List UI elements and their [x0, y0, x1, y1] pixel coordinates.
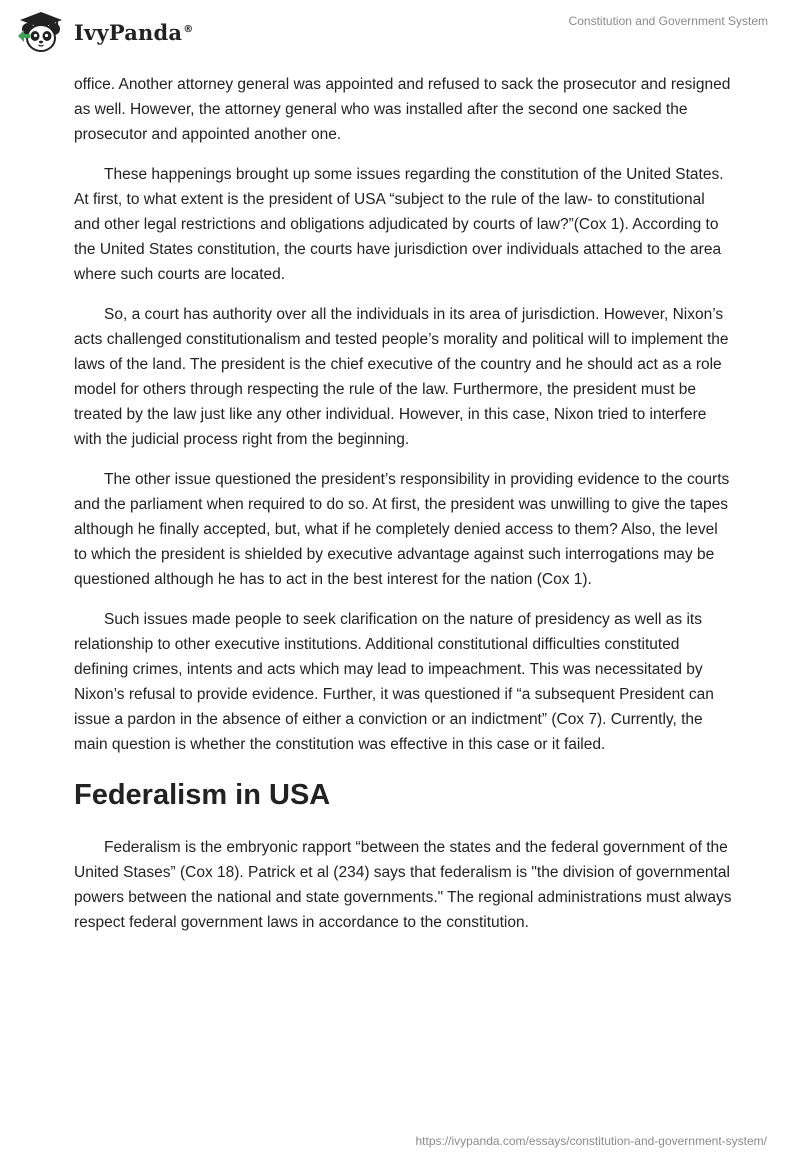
section-heading: Federalism in USA	[74, 779, 331, 811]
paragraph: The other issue questioned the president’s responsibility in providing evidence to the courts and the parliament when required to do so. At first, the president was unwilling to give the tapes although he finally accepted, but, what if he completely denied access to them? Also, the level to which the president is shielded by executive advantage against such interrogations may be questioned although he has to act in the best interest for the nation (Cox 1).	[74, 471, 730, 588]
paragraph: These happenings brought up some issues regarding the constitution of the United States. At first, to what extent is the president of USA “subject to the rule of the law- to constitutional and other legal restrictions and obligations adjudicated by courts of law?”(Cox 1). According to the United States constitution, the courts have jurisdiction over individuals attached to the area where such courts are located.	[74, 166, 724, 283]
page-header	[0, 0, 800, 64]
paragraph: Such issues made people to seek clarification on the nature of presidency as well as its relationship to other executive institutions. Additional constitutional difficulties constituted defining crimes, intents and acts which may lead to impeachment. This was necessitated by Nixon’s refusal to provide evidence. Further, it was questioned if “a subsequent President can issue a pardon in the absence of either a conviction or an indictment” (Cox 7). Currently, the main question is whether the constitution was effective in this case or it failed.	[74, 611, 714, 753]
paragraph: So, a court has authority over all the individuals in its area of jurisdiction. However, Nixon’s acts challenged constitutionalism and tested people’s morality and political will to implement the laws of the land. The president is the chief executive of the country and he should act as a role model for others through respecting the rule of the law. Furthermore, the president must be treated by the law just like any other individual. However, in this case, Nixon tried to interfere with the judicial process right from the beginning.	[74, 306, 729, 448]
ivypanda-logo[interactable]	[16, 10, 193, 54]
paragraph: Federalism is the embryonic rapport “between the states and the federal government of the United Stases” (Cox 18). Patrick et al (234) says that federalism is "the division of governmental powers between the national and state governments." The regional administrations must always respect federal government laws in accordance to the constitution.	[74, 839, 732, 931]
registered-mark: ®	[183, 23, 194, 35]
paragraph: office. Another attorney general was appointed and refused to sack the prosecutor and resigned as well. However, the attorney general who was installed after the second one sacked the prosecutor and appointed another one.	[74, 76, 731, 143]
brand-name: IvyPanda®	[74, 19, 194, 45]
panda-graduate-icon	[16, 10, 66, 54]
document-title: Constitution and Government System	[568, 14, 768, 28]
source-url[interactable]: https://ivypanda.com/essays/constitution-and-government-system/	[415, 1134, 767, 1148]
essay-content	[74, 72, 734, 950]
